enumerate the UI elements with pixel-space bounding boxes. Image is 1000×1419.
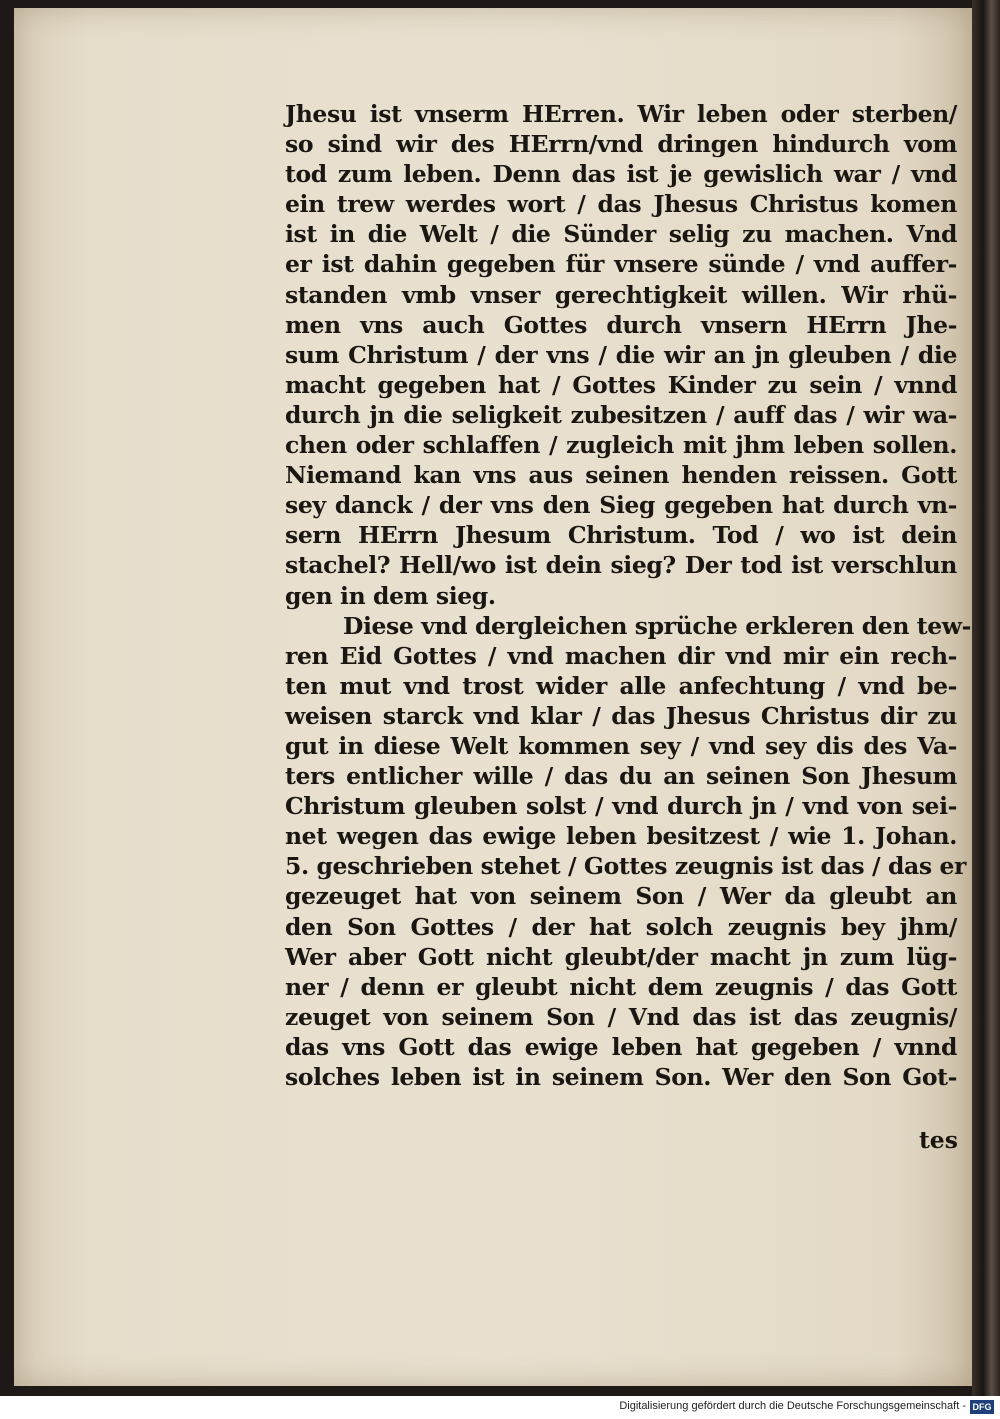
- text-line: ner / denn er gleubt nicht dem zeugnis / das Gott: [285, 972, 957, 1001]
- catchword: tes: [918, 1126, 958, 1154]
- text-line: ten mut vnd trost wider alle anfechtung / vnd be-: [285, 671, 957, 700]
- text-line: gut in diese Welt kommen sey / vnd sey dis des Va-: [285, 731, 957, 760]
- text-line: solches leben ist in seinem Son. Wer den Son Got-: [285, 1063, 957, 1091]
- text-line: gezeuget hat von seinem Son / Wer da gleubt an: [285, 882, 957, 911]
- text-line: ters entlicher wille / das du an seinen Son Jhesum: [285, 762, 957, 791]
- footer-bar: [0, 1396, 1000, 1419]
- page-edge: [972, 0, 1000, 1396]
- funding-credit: Digitalisierung gefördert durch die Deutsche Forschungsgemeinschaft -: [619, 1400, 966, 1412]
- text-line: so sind wir des HErrn/vnd dringen hindurch vom: [285, 130, 957, 159]
- paragraph-start-line: Diese vnd dergleichen sprüche erkleren den tew-: [343, 611, 971, 640]
- text-line: er ist dahin gegeben für vnsere sünde / vnd auffer-: [285, 250, 957, 279]
- text-line: 5. geschrieben stehet / Gottes zeugnis ist das / das er: [285, 852, 966, 881]
- text-line: gen in dem sieg.: [285, 581, 496, 610]
- text-line: weisen starck vnd klar / das Jhesus Christus dir zu: [285, 701, 957, 730]
- text-line: sey danck / der vns den Sieg gegeben hat durch vn-: [285, 491, 957, 520]
- text-line: chen oder schlaffen / zugleich mit jhm leben sollen.: [285, 431, 957, 460]
- text-line: Christum gleuben solst / vnd durch jn / vnd von sei-: [285, 792, 957, 821]
- text-line: men vns auch Gottes durch vnsern HErrn Jhe-: [285, 310, 957, 339]
- text-line: Niemand kan vns aus seinen henden reissen. Gott: [285, 461, 957, 490]
- text-line: sum Christum / der vns / die wir an jn gleuben / die: [285, 340, 957, 369]
- text-line: Jhesu ist vnserm HErren. Wir leben oder sterben/: [285, 100, 957, 128]
- dfg-logo-icon: DFG: [970, 1400, 994, 1414]
- text-line: Wer aber Gott nicht gleubt/der macht jn zum lüg-: [285, 942, 957, 971]
- text-line: stachel? Hell/wo ist dein sieg? Der tod ist verschlun: [285, 551, 957, 580]
- text-line: standen vmb vnser gerechtigkeit willen. Wir rhü-: [285, 280, 957, 309]
- text-line: macht gegeben hat / Gottes Kinder zu sein / vnnd: [285, 370, 957, 399]
- text-line: das vns Gott das ewige leben hat gegeben / vnnd: [285, 1032, 957, 1061]
- text-line: ist in die Welt / die Sünder selig zu machen. Vnd: [285, 220, 957, 249]
- text-line: tod zum leben. Denn das ist je gewislich war / vnd: [285, 160, 957, 189]
- text-line: den Son Gottes / der hat solch zeugnis bey jhm/: [285, 912, 957, 941]
- text-line: durch jn die seligkeit zubesitzen / auff das / wir wa-: [285, 400, 957, 429]
- text-line: sern HErrn Jhesum Christum. Tod / wo ist dein: [285, 521, 957, 550]
- page-text: [285, 99, 971, 1092]
- text-line: net wegen das ewige leben besitzest / wie 1. Johan.: [285, 822, 957, 851]
- text-line: zeuget von seinem Son / Vnd das ist das zeugnis/: [285, 1002, 957, 1031]
- text-line: ein trew werdes wort / das Jhesus Christus komen: [285, 190, 957, 219]
- text-line: ren Eid Gottes / vnd machen dir vnd mir ein rech-: [285, 641, 957, 670]
